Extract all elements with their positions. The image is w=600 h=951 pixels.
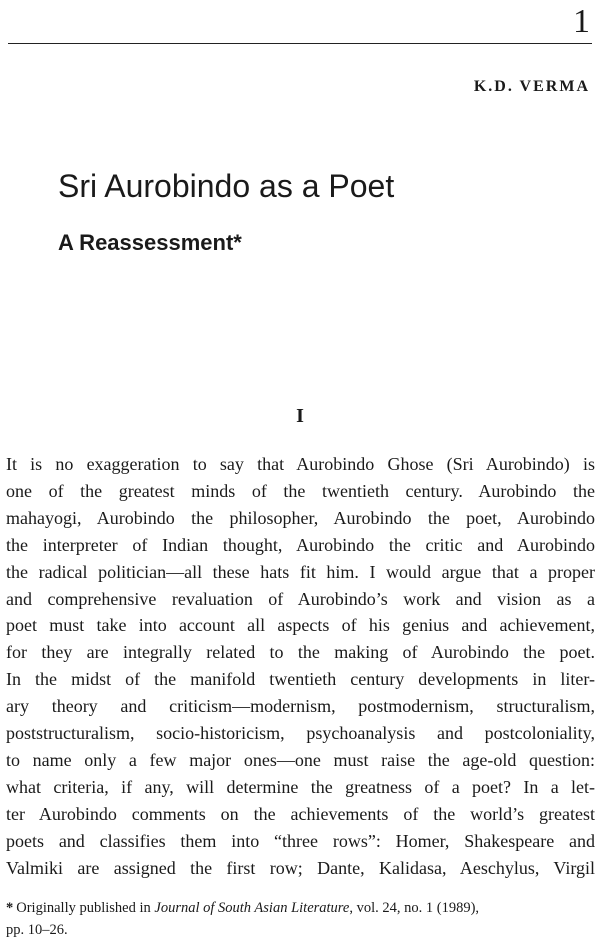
footnote-text: Originally published in (16, 900, 155, 916)
paragraph-line: Valmiki are assigned the first row; Dante, Kalidasa, Aeschylus, Virgil (6, 857, 595, 878)
paragraph-line: one of the greatest minds of the twentieth century. Aurobindo the (6, 480, 595, 501)
paragraph-line: for they are integrally related to the making of Aurobindo the poet. (6, 642, 595, 663)
paragraph-line: poet must take into account all aspects of his genius and achievement, (6, 615, 595, 636)
paragraph-line: ter Aurobindo comments on the achievements of the world’s greatest (6, 803, 595, 824)
paragraph-line: the interpreter of Indian thought, Aurobindo the critic and Aurobindo (6, 534, 595, 555)
page-number: 1 (573, 3, 590, 40)
paragraph-line: In the midst of the manifold twentieth century developments in liter- (6, 669, 595, 690)
chapter-title: Sri Aurobindo as a Poet (58, 168, 395, 204)
paragraph-line: to name only a few major ones—one must raise the age-old question: (6, 749, 595, 770)
author-name: K.D. VERMA (473, 78, 590, 95)
paragraph-line: poststructuralism, socio-historicism, psychoanalysis and postcoloniality, (6, 723, 595, 744)
footnote-pages: pp. 10–26. (6, 922, 68, 938)
paragraph-line: the radical politician—all these hats fit him. I would argue that a proper (6, 561, 595, 582)
footnote-line (6, 897, 595, 919)
footnote-marker: * (6, 900, 14, 916)
paragraph-line: what criteria, if any, will determine the greatness of a poet? In a let- (6, 776, 595, 797)
paragraph-line: ary theory and criticism—modernism, postmodernism, structuralism, (6, 696, 595, 717)
chapter-subtitle: A Reassessment* (58, 230, 242, 255)
footnote-citation: , vol. 24, no. 1 (1989), (349, 900, 480, 916)
journal-title: Journal of South Asian Literature (154, 900, 350, 916)
section-numeral: I (296, 405, 304, 427)
body-paragraph (6, 451, 595, 882)
paragraph-line: mahayogi, Aurobindo the philosopher, Aurobindo the poet, Aurobindo (6, 507, 595, 528)
paragraph-line: and comprehensive revaluation of Aurobindo’s work and vision as a (6, 588, 595, 609)
footnote (6, 897, 595, 941)
header-rule (8, 43, 592, 44)
paragraph-line: poets and classifies them into “three rows”: Homer, Shakespeare and (6, 830, 595, 851)
paragraph-line: It is no exaggeration to say that Aurobindo Ghose (Sri Aurobindo) is (6, 454, 595, 474)
